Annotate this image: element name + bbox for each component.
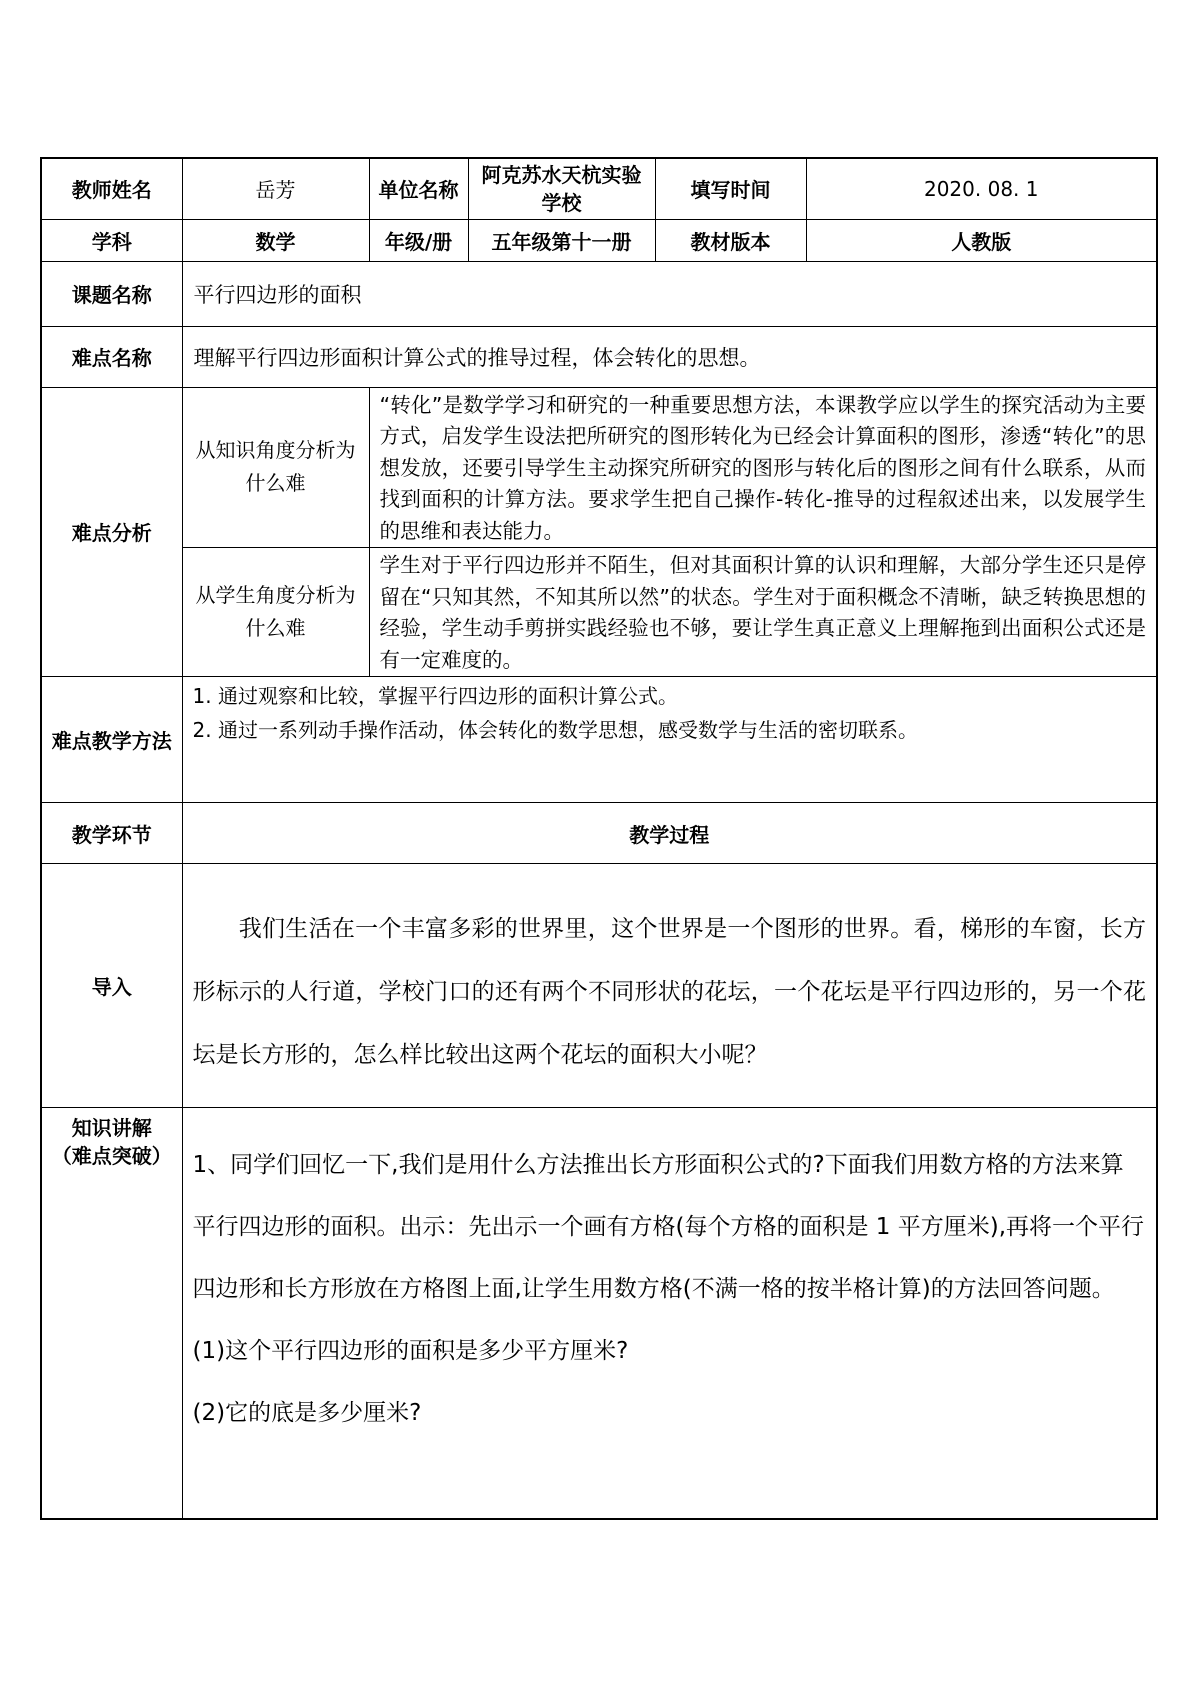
- lesson-plan-sheet: [40, 157, 1156, 1520]
- teaching-process-label: 教学过程: [182, 803, 1157, 864]
- grade-value: 五年级第十一册: [468, 219, 655, 261]
- lecture-label-line-1: 知识讲解: [71, 1116, 152, 1140]
- knowledge-angle-text: “转化”是数学学习和研究的一种重要思想方法，本课教学应以学生的探究活动为主要方式，启发学生设法把所研究的图形转化为已经会计算面积的图形，渗透“转化”的思想发放，还要引导学生主动探究所研究的图形与转化后的图形之间有什么联系，从而找到面积的计算方法。要求学生把自己操作-转化-推导的过程叙述出来，以发展学生的思维和表达能力。: [369, 387, 1157, 548]
- header-row-2: [41, 219, 1157, 261]
- subject-value: 数学: [182, 219, 369, 261]
- student-angle-text: 学生对于平行四边形并不陌生，但对其面积计算的认识和理解，大部分学生还只是停留在“只知其然，不知其所以然”的状态。学生对于面积概念不清晰，缺乏转换思想的经验，学生动手剪拼实践经验也不够，要让学生真正意义上理解拖到出面积公式还是有一定难度的。: [369, 548, 1157, 677]
- lecture-label: [41, 1108, 182, 1519]
- methods-list: [182, 677, 1157, 803]
- intro-label: 导入: [41, 864, 182, 1108]
- grade-label: 年级/册: [369, 219, 468, 261]
- edition-label: 教材版本: [655, 219, 806, 261]
- lecture-question-2: (2)它的底是多少厘米?: [192, 1400, 422, 1426]
- knowledge-angle-label: [182, 387, 369, 548]
- difficulty-label: 难点名称: [41, 326, 182, 387]
- methods-label: 难点教学方法: [41, 677, 182, 803]
- subject-label: 学科: [41, 219, 182, 261]
- analysis-label: 难点分析: [41, 387, 182, 677]
- student-angle-label: [182, 548, 369, 677]
- lesson-plan-table: [40, 157, 1158, 1520]
- unit-name-label: 单位名称: [369, 158, 468, 219]
- difficulty-value: 理解平行四边形面积计算公式的推导过程，体会转化的思想。: [182, 326, 1157, 387]
- edition-value: 人教版: [806, 219, 1157, 261]
- lecture-paragraph: 1、同学们回忆一下,我们是用什么方法推出长方形面积公式的?下面我们用数方格的方法来算平行四边形的面积。出示：先出示一个画有方格(每个方格的面积是 1 平方厘米),再将一个平行四边形和长方形放在方格图上面,让学生用数方格(不满一格的按半格计算)的方法回答问题。: [192, 1152, 1145, 1302]
- lecture-row: [41, 1108, 1157, 1519]
- topic-row: [41, 261, 1157, 326]
- unit-name-value: [468, 158, 655, 219]
- header-row-1: [41, 158, 1157, 219]
- difficulty-row: [41, 326, 1157, 387]
- student-angle-line-2: 什么难: [245, 616, 306, 640]
- student-angle-line-1: 从学生角度分析为: [195, 583, 356, 607]
- lecture-content: [182, 1108, 1157, 1519]
- process-header-row: [41, 803, 1157, 864]
- intro-text: 我们生活在一个丰富多彩的世界里，这个世界是一个图形的世界。看，梯形的车窗，长方形标示的人行道，学校门口的还有两个不同形状的花坛，一个花坛是平行四边形的，另一个花坛是长方形的，怎么样比较出这两个花坛的面积大小呢？: [192, 916, 1146, 1068]
- knowledge-angle-line-1: 从知识角度分析为: [195, 438, 356, 463]
- fill-date-value: 2020. 08. 1: [806, 158, 1157, 219]
- topic-value: 平行四边形的面积: [182, 261, 1157, 326]
- analysis-knowledge-row: [41, 387, 1157, 548]
- method-item: 2. 通过一系列动手操作活动，体会转化的数学思想，感受数学与生活的密切联系。: [192, 718, 918, 742]
- topic-label: 课题名称: [41, 261, 182, 326]
- lecture-question-1: (1)这个平行四边形的面积是多少平方厘米?: [192, 1338, 629, 1364]
- methods-row: [41, 677, 1157, 803]
- analysis-student-row: [41, 548, 1157, 677]
- intro-row: [41, 864, 1157, 1108]
- intro-text-cell: [182, 864, 1157, 1108]
- teacher-name-label: 教师姓名: [41, 158, 182, 219]
- fill-date-label: 填写时间: [655, 158, 806, 219]
- knowledge-angle-line-2: 什么难: [245, 471, 306, 496]
- lecture-label-line-2: （难点突破）: [51, 1144, 172, 1168]
- method-item: 1. 通过观察和比较，掌握平行四边形的面积计算公式。: [192, 684, 678, 708]
- teaching-stage-label: 教学环节: [41, 803, 182, 864]
- unit-name-line-2: 学校: [541, 190, 582, 215]
- unit-name-line-1: 阿克苏水天杭实验: [481, 162, 642, 187]
- teacher-name-value: 岳芳: [182, 158, 369, 219]
